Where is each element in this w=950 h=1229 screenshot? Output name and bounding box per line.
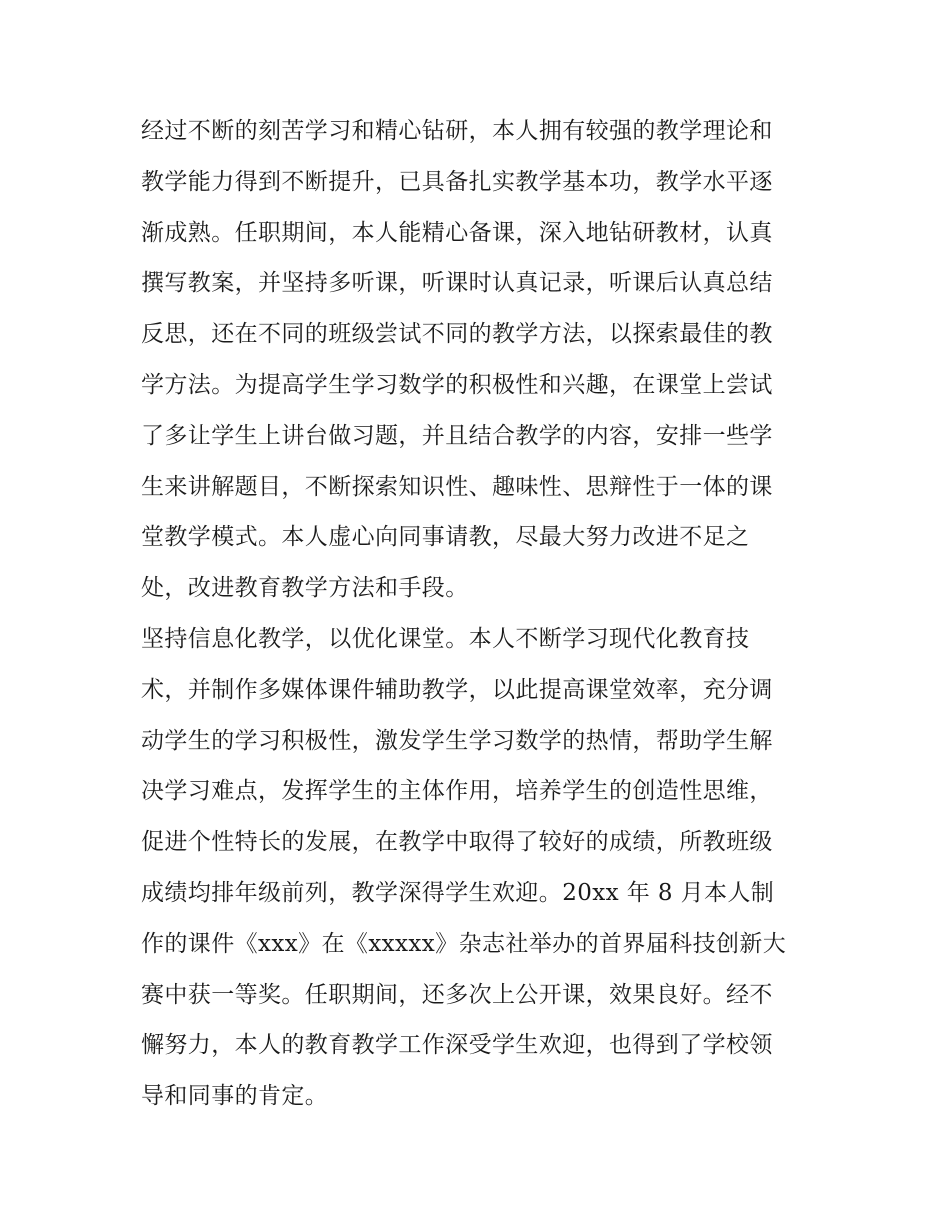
text-line: 懈努力，本人的教育教学工作深受学生欢迎，也得到了学校领 xyxy=(141,1032,773,1059)
text-line: 学方法。为提高学生学习数学的积极性和兴趣，在课堂上尝试 xyxy=(141,371,773,398)
text-line: 促进个性特长的发展，在教学中取得了较好的成绩，所教班级 xyxy=(141,829,773,856)
text-line: 成绩均排年级前列，教学深得学生欢迎。20xx 年 8 月本人制 xyxy=(141,879,775,906)
text-line: 撰写教案，并坚持多听课，听课时认真记录，听课后认真总结 xyxy=(141,270,773,297)
text-line: 处，改进教育教学方法和手段。 xyxy=(141,575,469,602)
text-line: 了多让学生上讲台做习题，并且结合教学的内容，安排一些学 xyxy=(141,422,773,449)
text-line: 作的课件《xxx》在《xxxxx》杂志社举办的首界届科技创新大 xyxy=(141,930,787,957)
text-line: 渐成熟。任职期间，本人能精心备课，深入地钻研教材，认真 xyxy=(141,219,773,246)
text-line: 生来讲解题目，不断探索知识性、趣味性、思辩性于一体的课 xyxy=(141,473,773,500)
text-line: 坚持信息化教学，以优化课堂。本人不断学习现代化教育技 xyxy=(141,625,750,652)
text-line: 教学能力得到不断提升，已具备扎实教学基本功，教学水平逐 xyxy=(141,168,773,195)
text-line: 决学习难点，发挥学生的主体作用，培养学生的创造性思维， xyxy=(141,778,773,805)
text-line: 赛中获一等奖。任职期间，还多次上公开课，效果良好。经不 xyxy=(141,981,773,1008)
text-line: 堂教学模式。本人虚心向同事请教，尽最大努力改进不足之 xyxy=(141,524,750,551)
body-text xyxy=(141,106,821,1122)
text-line: 经过不断的刻苦学习和精心钻研，本人拥有较强的教学理论和 xyxy=(141,118,773,144)
text-line: 动学生的学习积极性，激发学生学习数学的热情，帮助学生解 xyxy=(141,727,773,754)
text-line: 导和同事的肯定。 xyxy=(141,1083,329,1110)
text-line: 术，并制作多媒体课件辅助教学，以此提高课堂效率，充分调 xyxy=(141,676,773,703)
text-line: 反思，还在不同的班级尝试不同的教学方法，以探索最佳的教 xyxy=(141,321,773,348)
